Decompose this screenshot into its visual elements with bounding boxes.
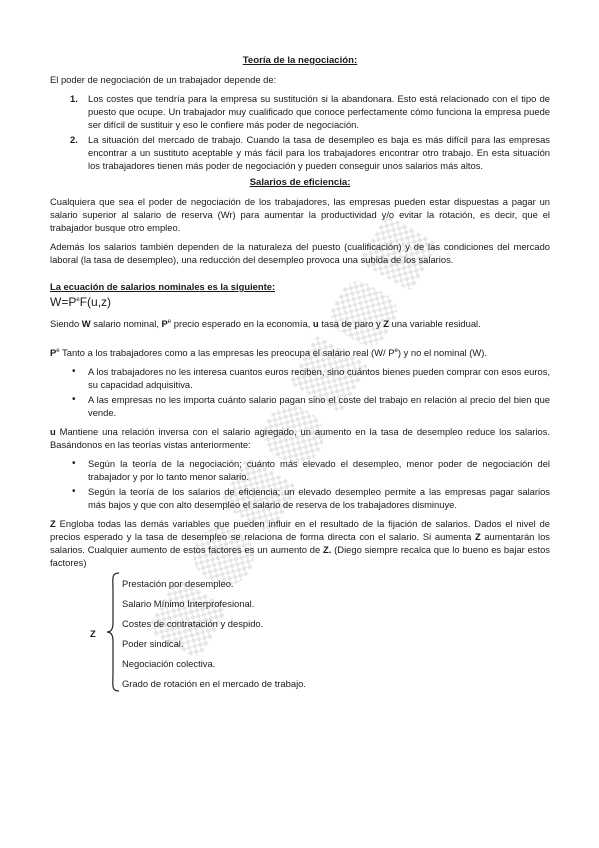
list-item: [50, 133, 550, 172]
list-item-text: La situación del mercado de trabajo. Cuando la tasa de desempleo es baja es más difícil para las empresas encontrar a un sustituto aceptable y más fácil para los trabajadores encontrar otro trabajo. En esta situación los trabajadores tienen más poder de negociación y pueden conseguir unos salarios más altos.: [88, 134, 550, 171]
z-paragraph: Z Engloba todas las demás variables que pueden influir en el resultado de la fijación de salarios. Dados el nivel de precios esperado y la tasa de desempleo se relaciona de forma directa con el salario. Si aumenta Z aumentarán los salarios. Cualquier aumento de estos factores es un aumento de Z. (Diego siempre recalca que lo bueno es bajar estos factores): [50, 518, 550, 568]
list-item: Grado de rotación en el mercado de trabajo.: [122, 678, 306, 689]
list-number: 1.: [70, 93, 78, 104]
negotiation-list: [50, 92, 550, 172]
unemployment-bullets: [50, 457, 550, 511]
intro-text: El poder de negociación de un trabajador depende de:: [50, 74, 277, 85]
list-item: Costes de contratación y despido.: [122, 618, 264, 629]
list-item: [50, 92, 550, 131]
z-factors-list: [122, 577, 306, 697]
efficiency-paragraph-1: Cualquiera que sea el poder de negociación de los trabajadores, las empresas pueden estar dispuestas a pagar un salario superior al salario de reserva (Wr) para aumentar la productividad y/o evitar la rotación, es decir, que el trabajador busque otro empleo.: [50, 196, 550, 233]
section-title-efficiency: Salarios de eficiencia:: [249, 177, 351, 188]
list-item: Prestación por desempleo.: [122, 578, 234, 589]
list-item: Poder sindical.: [122, 638, 184, 649]
page-title: Teoría de la negociación:: [242, 55, 358, 66]
list-item: • Según la teoría de la negociación; cuánto más elevado el desempleo, menor poder de negociación del trabajador y por lo tanto menor salario.: [72, 458, 550, 482]
equation-definition: Siendo W salario nominal, $P^e$ precio esperado en la economía, u tasa de paro y Z una variable residual.: [50, 318, 481, 329]
list-item-text: Los costes que tendría para la empresa su sustitución si la abandonara. Esto está relacionado con el tipo de puesto que ocupe. Un trabajador muy cualificado que conoce perfectamente cómo funciona la empresa puede ser difícil de sustituir y eso le confiere más poder de negociación.: [88, 93, 550, 130]
z-label: Z: [90, 628, 96, 639]
list-item: • Según la teoría de los salarios de eficiencia; un elevado desempleo permite a las empresas pagar salarios más bajos y que con alto desempleo el salario de reserva de los trabajadores disminuye.: [72, 486, 550, 510]
expected-price-paragraph: $P^e$ Tanto a los trabajadores como a las empresas les preocupa el salario real (W/ $P^e$) y no el nominal (W).: [50, 347, 487, 358]
expected-price-bullets: [50, 365, 550, 419]
unemployment-paragraph: u Mantiene una relación inversa con el salario agregado, un aumento en la tasa de desempleo reduce los salarios. Basándonos en las teorías vistas anteriormente:: [50, 426, 550, 450]
list-number: 2.: [70, 134, 78, 145]
document-page: [50, 54, 550, 687]
list-item: Salario Mínimo Interprofesional.: [122, 598, 255, 609]
list-item: • A los trabajadores no les interesa cuantos euros reciben, sino cuántos bienes pueden comprar con esos euros, su capacidad adquisitiva.: [72, 366, 550, 390]
z-factors-block: [50, 577, 550, 687]
brace-icon: [105, 571, 121, 693]
equation-title: La ecuación de salarios nominales es la siguiente:: [50, 281, 276, 292]
wage-equation: $W=P^eF(u,z)$: [50, 295, 112, 309]
list-item: • A las empresas no les importa cuánto salario pagan sino el coste del trabajo en relación al precio del bien que vende.: [72, 394, 550, 418]
list-item: Negociación colectiva.: [122, 658, 216, 669]
efficiency-paragraph-2: Además los salarios también dependen de la naturaleza del puesto (cualificación) y de las condiciones del mercado laboral (la tasa de desempleo), una reducción del desempleo provoca una subida de los salarios.: [50, 241, 550, 265]
